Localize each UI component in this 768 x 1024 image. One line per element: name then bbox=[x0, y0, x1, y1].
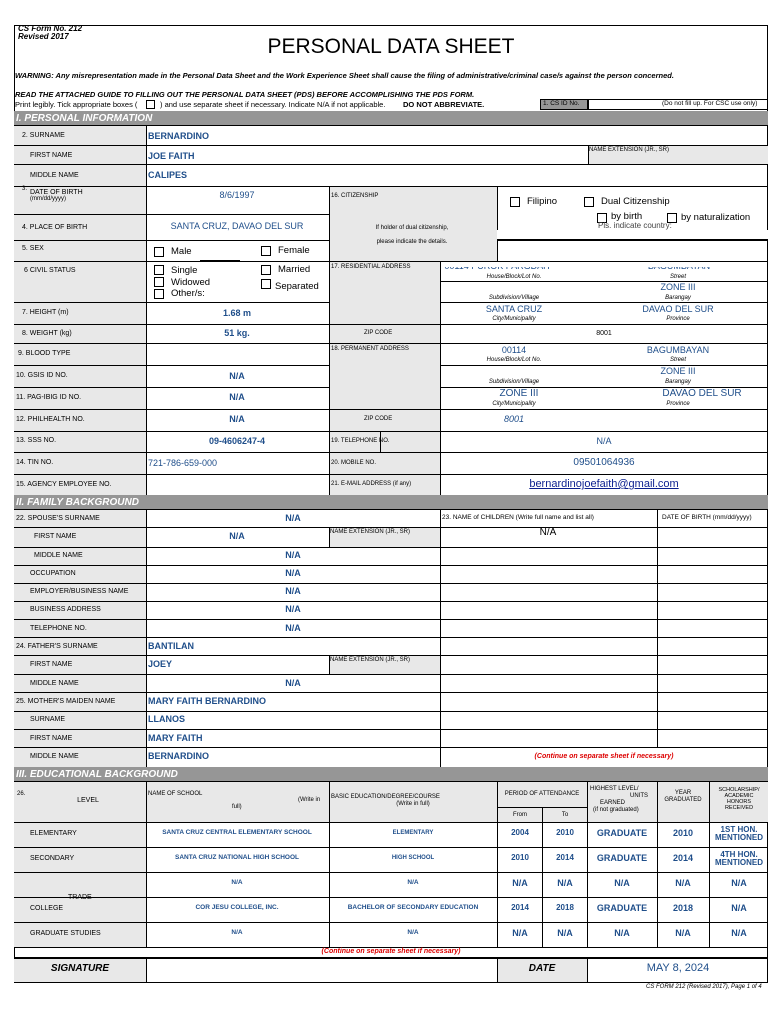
country-field[interactable] bbox=[497, 230, 768, 240]
label-perm-province: Province bbox=[666, 401, 690, 407]
value-sss[interactable]: 09-4606247-4 bbox=[208, 436, 266, 446]
cs-id-note: (Do not fill up. For CSC use only) bbox=[662, 100, 758, 107]
label-weight: 8. WEIGHT (kg) bbox=[22, 330, 72, 337]
date-value[interactable]: MAY 8, 2024 bbox=[646, 962, 710, 974]
label-dob-num: 3. bbox=[22, 186, 28, 192]
label-perm-barangay: Barangay bbox=[665, 379, 691, 385]
label-dob: DATE OF BIRTH bbox=[30, 189, 83, 196]
checkbox-separated[interactable] bbox=[261, 279, 271, 289]
edu-honors-graduate[interactable]: N/A bbox=[731, 928, 747, 938]
edu-header-full: full) bbox=[232, 804, 242, 810]
label-perm-zip: ZIP CODE bbox=[364, 416, 393, 422]
edu-highest-graduate[interactable]: N/A bbox=[614, 928, 630, 938]
checkbox-widowed[interactable] bbox=[154, 277, 164, 287]
edu-level-college: COLLEGE bbox=[30, 905, 64, 912]
label-permanent-address: 18. PERMANENT ADDRESS bbox=[331, 346, 409, 352]
section-family-header bbox=[14, 495, 768, 509]
edu-header-course: BASIC EDUCATION/DEGREE/COURSE bbox=[331, 794, 440, 800]
option-separated: Separated bbox=[275, 281, 319, 292]
value-spouse-middle[interactable]: N/A bbox=[285, 550, 301, 560]
option-filipino: Filipino bbox=[527, 196, 558, 207]
value-res-barangay[interactable]: ZONE III bbox=[660, 282, 696, 292]
label-business-address: BUSINESS ADDRESS bbox=[30, 606, 101, 613]
signature-field[interactable] bbox=[147, 958, 496, 982]
value-business-address[interactable]: N/A bbox=[285, 604, 301, 614]
edu-header-honors-4: RECEIVED bbox=[724, 805, 754, 811]
label-height: 7. HEIGHT (m) bbox=[22, 309, 69, 316]
label-middle-name: MIDDLE NAME bbox=[30, 172, 79, 179]
label-mobile: 20. MOBILE NO. bbox=[331, 460, 377, 466]
value-occupation[interactable]: N/A bbox=[285, 568, 301, 578]
edu-highest-college[interactable]: GRADUATE bbox=[596, 903, 648, 913]
edu-from-trade[interactable]: N/A bbox=[512, 878, 528, 888]
section-education-title: III. EDUCATIONAL BACKGROUND bbox=[16, 769, 178, 780]
label-sss: 13. SSS NO. bbox=[16, 437, 57, 444]
label-residential-address: 17. RESIDENTIAL ADDRESS bbox=[331, 264, 411, 270]
value-mother-surname[interactable]: LLANOS bbox=[148, 714, 185, 724]
edu-course-graduate[interactable]: N/A bbox=[407, 929, 419, 936]
value-first-name[interactable]: JOE FAITH bbox=[148, 151, 195, 161]
edu-year-elementary[interactable]: 2010 bbox=[672, 828, 694, 838]
label-dual-note-2: please indicate the details. bbox=[376, 239, 448, 245]
edu-header-highest-4: (if not graduated) bbox=[593, 807, 639, 813]
value-mobile[interactable]: 09501064936 bbox=[573, 457, 635, 468]
option-single: Single bbox=[171, 265, 198, 276]
value-gsis[interactable]: N/A bbox=[229, 371, 245, 381]
label-philhealth: 12. PHILHEALTH NO. bbox=[16, 416, 85, 423]
edu-honors-elementary-2[interactable]: MENTIONED bbox=[715, 833, 763, 842]
value-weight[interactable]: 51 kg. bbox=[224, 328, 250, 338]
label-perm-street: Street bbox=[669, 357, 687, 363]
value-dob[interactable]: 8/6/1997 bbox=[219, 190, 255, 200]
edu-header-year-1: YEAR bbox=[674, 790, 692, 796]
edu-header-highest-2: UNITS bbox=[630, 793, 648, 799]
edu-from-graduate[interactable]: N/A bbox=[512, 928, 528, 938]
value-res-province[interactable]: DAVAO DEL SUR bbox=[642, 304, 714, 314]
edu-highest-elementary[interactable]: GRADUATE bbox=[596, 828, 648, 838]
edu-header-highest-1: HIGHEST LEVEL/ bbox=[590, 786, 639, 792]
value-children[interactable]: N/A bbox=[539, 527, 557, 538]
label-surname: 2. SURNAME bbox=[22, 132, 65, 139]
label-gsis: 10. GSIS ID NO. bbox=[16, 372, 68, 379]
edu-year-college[interactable]: 2018 bbox=[672, 903, 694, 913]
edu-school-graduate[interactable]: N/A bbox=[231, 929, 243, 936]
res-mask-top bbox=[441, 262, 767, 267]
checkbox-female[interactable] bbox=[261, 246, 271, 256]
label-father-first: FIRST NAME bbox=[30, 661, 73, 668]
label-place-of-birth: 4. PLACE OF BIRTH bbox=[22, 224, 88, 231]
value-middle-name[interactable]: CALIPES bbox=[148, 170, 188, 180]
label-civil-status: 6 CIVIL STATUS bbox=[24, 267, 76, 274]
label-occupation: OCCUPATION bbox=[30, 570, 76, 577]
edu-header-write-in: (Write in bbox=[298, 797, 321, 803]
label-email: 21. E-MAIL ADDRESS (if any) bbox=[331, 481, 412, 487]
label-father-middle: MIDDLE NAME bbox=[30, 680, 79, 687]
option-by-birth: by birth bbox=[611, 211, 643, 222]
edu-from-elementary[interactable]: 2004 bbox=[511, 828, 529, 837]
value-telephone[interactable]: N/A bbox=[596, 436, 612, 446]
value-place-of-birth[interactable]: SANTA CRUZ, DAVAO DEL SUR bbox=[170, 221, 304, 231]
value-employer[interactable]: N/A bbox=[285, 586, 301, 596]
edu-header-course-sub: (Write in full) bbox=[396, 801, 430, 807]
edu-course-elementary[interactable]: ELEMENTARY bbox=[392, 830, 434, 836]
checkbox-others[interactable] bbox=[154, 289, 164, 299]
education-header-row bbox=[14, 781, 768, 822]
option-widowed: Widowed bbox=[171, 277, 211, 288]
label-mother-surname: SURNAME bbox=[30, 716, 66, 723]
footer-text: CS FORM 212 (Revised 2017), Page 1 of 4 bbox=[646, 984, 762, 990]
label-dual-note-1: If holder of dual citizenship, bbox=[375, 225, 449, 231]
edu-honors-secondary-2[interactable]: MENTIONED bbox=[715, 858, 763, 867]
label-employer: EMPLOYER/BUSINESS NAME bbox=[30, 588, 129, 595]
label-res-zip: ZIP CODE bbox=[364, 330, 393, 336]
edu-course-trade[interactable]: N/A bbox=[407, 879, 419, 886]
value-spouse-first[interactable]: N/A bbox=[229, 531, 245, 541]
tick-box-sample bbox=[146, 100, 155, 109]
edu-header-to: To bbox=[561, 812, 569, 818]
label-res-city: City/Municipality bbox=[492, 316, 536, 322]
label-spouse-telephone: TELEPHONE NO. bbox=[30, 625, 87, 632]
edu-honors-secondary-1[interactable]: 4TH HON. bbox=[720, 850, 758, 859]
option-male: Male bbox=[171, 246, 192, 257]
guide-text: READ THE ATTACHED GUIDE TO FILLING OUT THE PERSONAL DATA SHEET (PDS) BEFORE ACCOMPLISHING THE PDS FORM. bbox=[15, 90, 475, 99]
option-married: Married bbox=[278, 264, 311, 275]
label-spouse-middle: MIDDLE NAME bbox=[34, 552, 83, 559]
value-tin[interactable]: 721-786-659-000 bbox=[148, 458, 218, 468]
label-name-extension: NAME EXTENSION (JR., SR) bbox=[589, 147, 670, 153]
form-number: CS Form No. 212 bbox=[18, 24, 83, 33]
checkbox-filipino[interactable] bbox=[510, 197, 520, 207]
label-pagibig: 11. PAG-IBIG ID NO. bbox=[16, 394, 82, 401]
edu-to-trade[interactable]: N/A bbox=[557, 878, 573, 888]
edu-school-elementary[interactable]: SANTA CRUZ CENTRAL ELEMENTARY SCHOOL bbox=[162, 829, 312, 836]
edu-to-college[interactable]: 2018 bbox=[556, 903, 574, 912]
label-res-subdivision: Subdivision/Village bbox=[488, 295, 540, 301]
education-continue-note: (Continue on separate sheet if necessary) bbox=[321, 948, 461, 955]
checkbox-male[interactable] bbox=[154, 247, 164, 257]
value-pagibig[interactable]: N/A bbox=[229, 392, 245, 402]
label-res-province: Province bbox=[666, 316, 690, 322]
label-first-name: FIRST NAME bbox=[30, 152, 73, 159]
option-others: Other/s: bbox=[171, 288, 205, 299]
label-father-name-ext: NAME EXTENSION (JR., SR) bbox=[330, 657, 411, 663]
label-children: 23. NAME of CHILDREN (Write full name and list all) bbox=[442, 514, 594, 521]
edu-to-secondary[interactable]: 2014 bbox=[556, 853, 574, 862]
edu-school-college[interactable]: COR JESU COLLEGE, INC. bbox=[195, 904, 279, 911]
edu-highest-secondary[interactable]: GRADUATE bbox=[596, 853, 648, 863]
option-by-naturalization: by naturalization bbox=[681, 212, 751, 223]
label-telephone: 19. TELEPHONE NO. bbox=[331, 438, 390, 444]
edu-header-from: From bbox=[513, 812, 527, 818]
edu-honors-college[interactable]: N/A bbox=[731, 903, 747, 913]
label-res-street: Street bbox=[669, 274, 687, 280]
edu-year-trade[interactable]: N/A bbox=[675, 878, 691, 888]
label-mother-first: FIRST NAME bbox=[30, 735, 73, 742]
edu-header-honors-2: ACADEMIC bbox=[724, 793, 754, 799]
edu-level-trade bbox=[68, 894, 92, 897]
education-level-col bbox=[14, 822, 146, 947]
edu-header-level: LEVEL bbox=[77, 797, 99, 804]
value-perm-province[interactable]: DAVAO DEL SUR bbox=[662, 388, 742, 399]
edu-header-num: 26. bbox=[17, 791, 26, 797]
edu-course-college[interactable]: BACHELOR OF SECONDARY EDUCATION bbox=[347, 904, 479, 911]
value-father-middle[interactable]: N/A bbox=[285, 678, 301, 688]
checkbox-dual[interactable] bbox=[584, 197, 594, 207]
edu-school-trade[interactable]: N/A bbox=[231, 879, 243, 886]
label-dob-format: (mm/dd/yyyy) bbox=[30, 196, 66, 202]
date-label: DATE bbox=[528, 963, 556, 974]
label-agency-no: 15. AGENCY EMPLOYEE NO. bbox=[16, 481, 112, 488]
label-child-dob: DATE OF BIRTH (mm/dd/yyyy) bbox=[662, 514, 752, 521]
edu-year-secondary[interactable]: 2014 bbox=[672, 853, 694, 863]
value-email[interactable]: bernardinojoefaith@gmail.com bbox=[529, 478, 679, 490]
label-spouse-name-ext: NAME EXTENSION (JR., SR) bbox=[330, 529, 411, 535]
edu-from-secondary[interactable]: 2010 bbox=[511, 853, 529, 862]
value-father-first[interactable]: JOEY bbox=[148, 659, 173, 669]
value-father-surname[interactable]: BANTILAN bbox=[148, 641, 194, 651]
value-spouse-telephone[interactable]: N/A bbox=[285, 623, 301, 633]
label-res-house: House/Block/Lot No. bbox=[486, 274, 542, 280]
label-blood-type: 9. BLOOD TYPE bbox=[18, 350, 71, 357]
value-spouse-surname[interactable]: N/A bbox=[285, 513, 301, 523]
section-education-header bbox=[14, 767, 768, 781]
warning-text: WARNING: Any misrepresentation made in the Personal Data Sheet and the Work Experience Sheet shall cause the filing of administrative/criminal case/s against the person concerned. bbox=[15, 71, 674, 80]
section-personal-header bbox=[14, 111, 768, 125]
label-mother-maiden: 25. MOTHER'S MAIDEN NAME bbox=[16, 698, 116, 705]
value-perm-barangay[interactable]: ZONE III bbox=[660, 366, 696, 376]
option-female: Female bbox=[278, 245, 310, 256]
label-spouse-surname: 22. SPOUSE'S SURNAME bbox=[16, 515, 100, 522]
label-res-barangay: Barangay bbox=[665, 295, 691, 301]
instruction-a: Print legibly. Tick appropriate boxes ( bbox=[15, 100, 138, 109]
edu-from-college[interactable]: 2014 bbox=[511, 903, 529, 912]
edu-level-secondary: SECONDARY bbox=[30, 855, 75, 862]
label-citizenship: 16. CITIZENSHIP bbox=[331, 193, 379, 199]
edu-header-highest-3: EARNED bbox=[600, 800, 626, 806]
checkbox-single[interactable] bbox=[154, 265, 164, 275]
edu-honors-trade[interactable]: N/A bbox=[731, 878, 747, 888]
value-height[interactable]: 1.68 m bbox=[222, 308, 252, 318]
value-mother-first[interactable]: MARY FAITH bbox=[148, 733, 203, 743]
form-revised: Revised 2017 bbox=[18, 32, 69, 41]
edu-header-honors-1: SCHOLARSHIP/ bbox=[718, 787, 760, 793]
value-res-zip[interactable]: 8001 bbox=[596, 330, 612, 337]
label-mother-middle: MIDDLE NAME bbox=[30, 753, 79, 760]
option-dual: Dual Citizenship bbox=[601, 196, 670, 207]
label-tin: 14. TIN NO. bbox=[16, 459, 54, 466]
signature-label: SIGNATURE bbox=[50, 963, 110, 974]
label-sex: 5. SEX bbox=[22, 245, 44, 252]
cs-id-label: 1. CS ID No. bbox=[543, 100, 580, 107]
edu-to-graduate[interactable]: N/A bbox=[557, 928, 573, 938]
edu-highest-trade[interactable]: N/A bbox=[614, 878, 630, 888]
edu-honors-elementary-1[interactable]: 1ST HON. bbox=[720, 825, 758, 834]
value-res-city[interactable]: SANTA CRUZ bbox=[485, 304, 543, 314]
edu-header-honors-3: HONORS bbox=[726, 799, 752, 805]
value-perm-city[interactable]: ZONE III bbox=[499, 388, 539, 399]
edu-school-secondary[interactable]: SANTA CRUZ NATIONAL HIGH SCHOOL bbox=[175, 854, 299, 861]
edu-header-school: NAME OF SCHOOL bbox=[148, 791, 203, 797]
label-perm-subdivision: Subdivision/Village bbox=[488, 379, 540, 385]
label-perm-house: House/Block/Lot No. bbox=[486, 357, 542, 363]
label-father-surname: 24. FATHER'S SURNAME bbox=[16, 643, 98, 650]
edu-level-elementary: ELEMENTARY bbox=[30, 830, 77, 837]
edu-header-period: PERIOD OF ATTENDANCE bbox=[504, 791, 580, 797]
value-perm-zip[interactable]: 8001 bbox=[504, 414, 525, 424]
value-surname[interactable]: BERNARDINO bbox=[148, 131, 210, 141]
value-philhealth[interactable]: N/A bbox=[229, 414, 245, 424]
edu-level-graduate: GRADUATE STUDIES bbox=[30, 930, 101, 937]
family-continue-note: (Continue on separate sheet if necessary) bbox=[534, 753, 674, 760]
value-perm-house[interactable]: 00114 bbox=[501, 345, 527, 355]
checkbox-married[interactable] bbox=[261, 265, 271, 275]
value-perm-street[interactable]: BAGUMBAYAN bbox=[646, 345, 710, 355]
section-family-title: II. FAMILY BACKGROUND bbox=[16, 497, 139, 508]
label-perm-city: City/Municipality bbox=[492, 401, 536, 407]
section-personal-title: I. PERSONAL INFORMATION bbox=[16, 113, 153, 124]
instruction-c: DO NOT ABBREVIATE. bbox=[403, 100, 485, 109]
edu-header-year-2: GRADUATED bbox=[664, 797, 702, 803]
page-title: PERSONAL DATA SHEET bbox=[267, 35, 515, 58]
edu-year-graduate[interactable]: N/A bbox=[675, 928, 691, 938]
instruction-b: ) and use separate sheet if necessary. Indicate N/A if not applicable. bbox=[160, 100, 386, 109]
label-spouse-first: FIRST NAME bbox=[34, 533, 77, 540]
value-mother-maiden[interactable]: MARY FAITH BERNARDINO bbox=[148, 696, 267, 706]
value-mother-middle[interactable]: BERNARDINO bbox=[148, 751, 210, 761]
edu-course-secondary[interactable]: HIGH SCHOOL bbox=[391, 855, 435, 861]
edu-to-elementary[interactable]: 2010 bbox=[556, 828, 574, 837]
label-pls-indicate-country: Pls. indicate country: bbox=[598, 221, 672, 230]
